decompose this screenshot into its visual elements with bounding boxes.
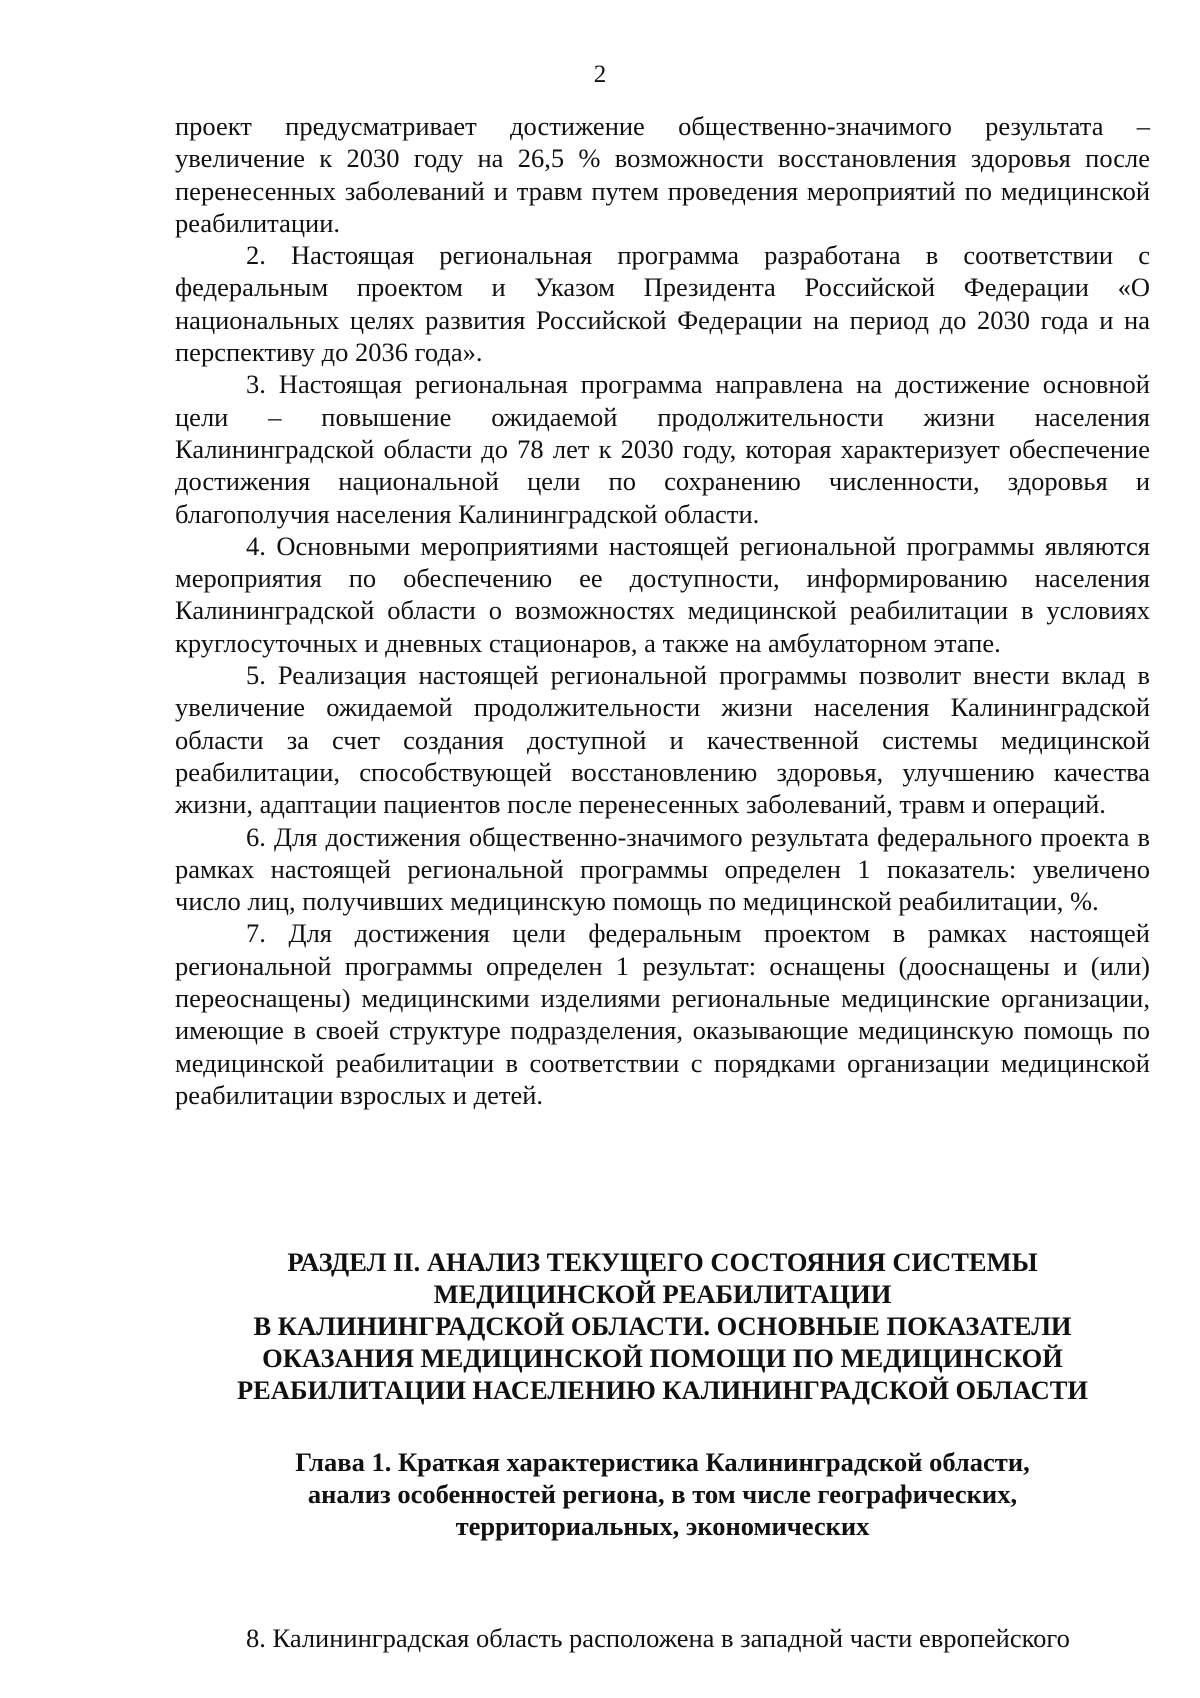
paragraph-3: 3. Настоящая региональная программа направлена на достижение основной цели – повышение ожидаемой продолжительности жизни населения Калининградской области до 78 лет к 2030 году, которая характеризует обеспечение достижения национальной цели по сохранению численности, здоровья и благополучия населения Калининградской области. (175, 369, 1150, 529)
section-heading-line: РАЗДЕЛ II. АНАЛИЗ ТЕКУЩЕГО СОСТОЯНИЯ СИСТЕМЫ (287, 1247, 1038, 1277)
chapter-heading (175, 1446, 1150, 1542)
paragraph-2: 2. Настоящая региональная программа разработана в соответствии с федеральным проектом и Указом Президента Российской Федерации «О национальных целях развития Российской Федерации на период до 2030 года и на перспективу до 2036 года». (175, 240, 1150, 368)
body-text (175, 110, 1150, 1111)
section-heading-line: В КАЛИНИНГРАДСКОЙ ОБЛАСТИ. ОСНОВНЫЕ ПОКАЗАТЕЛИ (253, 1311, 1072, 1341)
paragraph-5: 5. Реализация настоящей региональной программы позволит внести вклад в увеличение ожидаемой продолжительности жизни населения Калининградской области за счет создания доступной и качественной системы медицинской реабилитации, способствующей восстановлению здоровья, улучшению качества жизни, адаптации пациентов после перенесенных заболеваний, травм и операций. (175, 660, 1150, 820)
paragraph-4: 4. Основными мероприятиями настоящей региональной программы являются мероприятия по обеспечению ее доступности, информированию населения Калининградской области о возможностях медицинской реабилитации в условиях круглосуточных и дневных стационаров, а также на амбулаторном этапе. (175, 530, 1150, 658)
chapter-heading-line: территориальных, экономических (455, 1511, 870, 1541)
paragraph-1-continuation: проект предусматривает достижение общественно-значимого результата – увеличение к 2030 году на 26,5 % возможности восстановления здоровья после перенесенных заболеваний и травм путем проведения мероприятий по медицинской реабилитации. (175, 111, 1150, 238)
paragraph-8-start: 8. Калининградская область расположена в западной части европейского (246, 1623, 1070, 1653)
section-heading-line: РЕАБИЛИТАЦИИ НАСЕЛЕНИЮ КАЛИНИНГРАДСКОЙ ОБЛАСТИ (236, 1375, 1089, 1405)
section-heading-line: МЕДИЦИНСКОЙ РЕАБИЛИТАЦИИ (433, 1279, 892, 1309)
chapter-heading-line: анализ особенностей региона, в том числе географических, (307, 1479, 1018, 1509)
section-heading-line: ОКАЗАНИЯ МЕДИЦИНСКОЙ ПОМОЩИ ПО МЕДИЦИНСКОЙ (262, 1343, 1063, 1373)
page-number: 2 (593, 61, 607, 88)
chapter-heading-line: Глава 1. Краткая характеристика Калининградской области, (295, 1447, 1030, 1477)
section-heading (175, 1246, 1150, 1406)
paragraph-6: 6. Для достижения общественно-значимого результата федерального проекта в рамках настоящей региональной программы определен 1 показатель: увеличено число лиц, получивших медицинскую помощь по медицинской реабилитации, %. (175, 821, 1150, 917)
paragraph-7: 7. Для достижения цели федеральным проектом в рамках настоящей региональной программы определен 1 результат: оснащены (дооснащены и (или) переоснащены) медицинскими изделиями региональные медицинские организации, имеющие в своей структуре подразделения, оказывающие медицинскую помощь по медицинской реабилитации в соответствии с порядками организации медицинской реабилитации взрослых и детей. (175, 918, 1150, 1110)
